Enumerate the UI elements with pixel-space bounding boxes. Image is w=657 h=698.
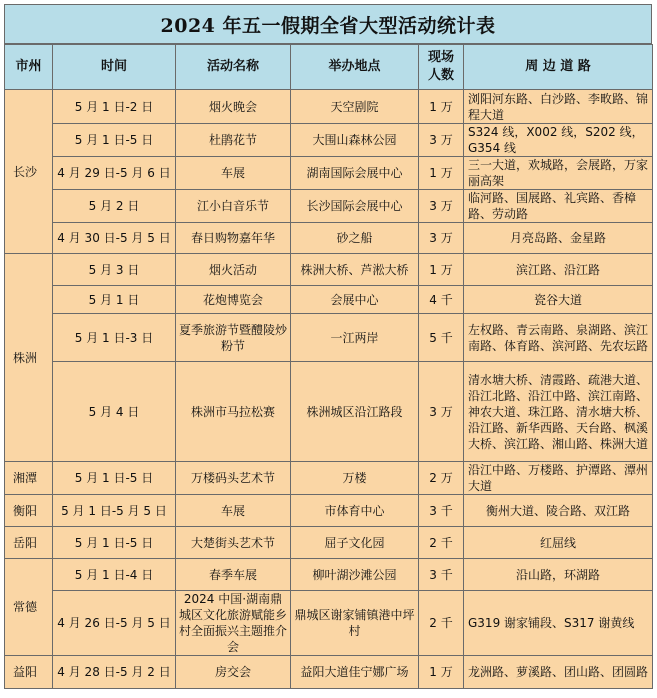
crowd-cell: 3 万	[419, 124, 464, 157]
table-row	[5, 90, 653, 124]
crowd-cell: 1 万	[419, 656, 464, 689]
event-cell: 房交会	[176, 656, 291, 689]
venue-cell: 益阳大道佳宁娜广场	[291, 656, 419, 689]
roads-cell: 滨江路、沿江路	[464, 254, 653, 286]
roads-cell: G319 谢家铺段、S317 谢黄线	[464, 591, 653, 656]
roads-cell: 沿江中路、万楼路、护潭路、潭州大道	[464, 462, 653, 495]
venue-cell: 一江两岸	[291, 314, 419, 362]
roads-cell: 龙洲路、萝溪路、团山路、团圆路	[464, 656, 653, 689]
header-crowd	[419, 45, 464, 90]
table-row	[5, 462, 653, 495]
table-body	[5, 90, 653, 689]
table-row	[5, 254, 653, 286]
table-row	[5, 495, 653, 527]
stats-document	[4, 4, 652, 692]
header-event: 活动名称	[176, 45, 291, 90]
crowd-cell: 3 千	[419, 559, 464, 591]
roads-cell: S324 线，X002 线，S202 线，G354 线	[464, 124, 653, 157]
roads-cell: 临河路、国展路、礼宾路、香樟路、劳动路	[464, 190, 653, 223]
time-cell: 5 月 1 日-5 日	[53, 527, 176, 559]
time-cell: 5 月 1 日-3 日	[53, 314, 176, 362]
venue-cell: 株洲大桥、芦淞大桥	[291, 254, 419, 286]
table-row	[5, 286, 653, 314]
crowd-cell: 3 万	[419, 190, 464, 223]
roads-cell: 月亮岛路、金星路	[464, 223, 653, 254]
crowd-cell: 2 千	[419, 591, 464, 656]
roads-cell: 沿山路，环湖路	[464, 559, 653, 591]
event-cell: 车展	[176, 495, 291, 527]
time-cell: 4 月 29 日-5 月 6 日	[53, 157, 176, 190]
crowd-cell: 5 千	[419, 314, 464, 362]
event-cell: 花炮博览会	[176, 286, 291, 314]
time-cell: 5 月 1 日-2 日	[53, 90, 176, 124]
time-cell: 5 月 1 日-5 月 5 日	[53, 495, 176, 527]
venue-cell: 柳叶湖沙滩公园	[291, 559, 419, 591]
event-cell: 春日购物嘉年华	[176, 223, 291, 254]
table-row	[5, 591, 653, 656]
header-crowd-line2: 人数	[427, 68, 454, 83]
table-row	[5, 124, 653, 157]
time-cell: 5 月 1 日	[53, 286, 176, 314]
time-cell: 5 月 1 日-4 日	[53, 559, 176, 591]
event-cell: 烟火晚会	[176, 90, 291, 124]
time-cell: 4 月 28 日-5 月 2 日	[53, 656, 176, 689]
venue-cell: 长沙国际会展中心	[291, 190, 419, 223]
roads-cell: 左权路、青云南路、泉湖路、滨江南路、体育路、滨河路、先农坛路	[464, 314, 653, 362]
venue-cell: 屈子文化园	[291, 527, 419, 559]
header-city: 市州	[5, 45, 53, 90]
city-cell: 湘潭	[5, 462, 53, 495]
roads-cell: 浏阳河东路、白沙路、李畋路、锦程大道	[464, 90, 653, 124]
city-cell: 长沙	[5, 90, 53, 254]
venue-cell: 市体育中心	[291, 495, 419, 527]
table-row	[5, 157, 653, 190]
header-time: 时间	[53, 45, 176, 90]
crowd-cell: 3 万	[419, 223, 464, 254]
crowd-cell: 1 万	[419, 157, 464, 190]
time-cell: 4 月 30 日-5 月 5 日	[53, 223, 176, 254]
header-crowd-line1: 现场	[427, 50, 454, 65]
roads-cell: 三一大道，欢城路，会展路，万家丽高架	[464, 157, 653, 190]
time-cell: 5 月 1 日-5 日	[53, 124, 176, 157]
events-table	[4, 44, 653, 689]
crowd-cell: 1 万	[419, 90, 464, 124]
event-cell: 夏季旅游节暨醴陵炒粉节	[176, 314, 291, 362]
time-cell: 4 月 26 日-5 月 5 日	[53, 591, 176, 656]
event-cell: 株洲市马拉松赛	[176, 362, 291, 462]
event-cell: 江小白音乐节	[176, 190, 291, 223]
crowd-cell: 1 万	[419, 254, 464, 286]
city-cell: 益阳	[5, 656, 53, 689]
roads-cell: 瓷谷大道	[464, 286, 653, 314]
venue-cell: 鼎城区谢家铺镇港中坪村	[291, 591, 419, 656]
crowd-cell: 2 千	[419, 527, 464, 559]
header-roads: 周 边 道 路	[464, 45, 653, 90]
event-cell: 烟火活动	[176, 254, 291, 286]
table-row	[5, 314, 653, 362]
roads-cell: 红屈线	[464, 527, 653, 559]
city-cell: 株洲	[5, 254, 53, 462]
header-venue: 举办地点	[291, 45, 419, 90]
event-cell: 春季车展	[176, 559, 291, 591]
venue-cell: 会展中心	[291, 286, 419, 314]
time-cell: 5 月 2 日	[53, 190, 176, 223]
city-cell: 常德	[5, 559, 53, 656]
city-cell: 岳阳	[5, 527, 53, 559]
venue-cell: 大围山森林公园	[291, 124, 419, 157]
venue-cell: 湖南国际会展中心	[291, 157, 419, 190]
venue-cell: 万楼	[291, 462, 419, 495]
table-row	[5, 559, 653, 591]
crowd-cell: 3 千	[419, 495, 464, 527]
crowd-cell: 4 千	[419, 286, 464, 314]
city-cell: 衡阳	[5, 495, 53, 527]
crowd-cell: 2 万	[419, 462, 464, 495]
header-row	[5, 45, 653, 90]
time-cell: 5 月 3 日	[53, 254, 176, 286]
time-cell: 5 月 4 日	[53, 362, 176, 462]
table-row	[5, 190, 653, 223]
event-cell: 2024 中国·湖南鼎城区文化旅游赋能乡村全面振兴主题推介会	[176, 591, 291, 656]
event-cell: 车展	[176, 157, 291, 190]
table-row	[5, 527, 653, 559]
roads-cell: 清水塘大桥、清霞路、疏港大道、沿江北路、沿江中路、滨江南路、神农大道、珠江路、清水塘大桥、沿江路、新华西路、天台路、枫溪大桥、滨江路、湘山路、株洲大道	[464, 362, 653, 462]
roads-cell: 衡州大道、陵合路、双江路	[464, 495, 653, 527]
document-title: 2024 年五一假期全省大型活动统计表	[4, 4, 652, 44]
event-cell: 万楼码头艺术节	[176, 462, 291, 495]
table-row	[5, 362, 653, 462]
crowd-cell: 3 万	[419, 362, 464, 462]
venue-cell: 天空剧院	[291, 90, 419, 124]
table-row	[5, 656, 653, 689]
time-cell: 5 月 1 日-5 日	[53, 462, 176, 495]
venue-cell: 株洲城区沿江路段	[291, 362, 419, 462]
event-cell: 杜鹃花节	[176, 124, 291, 157]
event-cell: 大楚街头艺术节	[176, 527, 291, 559]
venue-cell: 砂之船	[291, 223, 419, 254]
table-row	[5, 223, 653, 254]
